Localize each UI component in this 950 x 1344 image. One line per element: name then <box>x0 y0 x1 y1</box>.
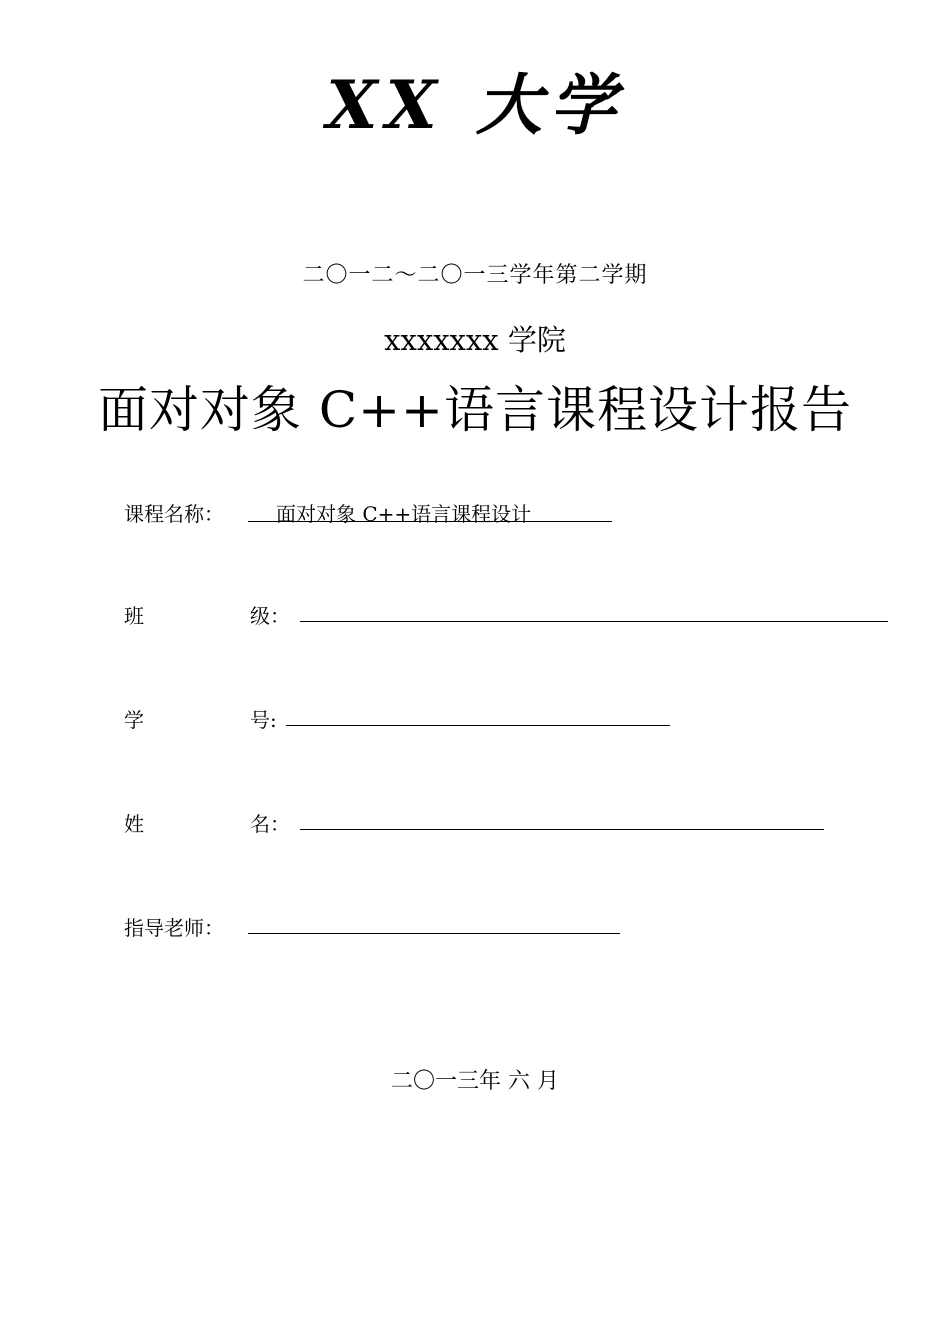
advisor-field-underline[interactable] <box>248 933 620 934</box>
name-label-right: 名： <box>250 812 290 836</box>
student-id-field-underline[interactable] <box>286 725 670 726</box>
class-field-underline[interactable] <box>300 621 888 622</box>
course-name-underline <box>248 521 612 522</box>
course-name-label: 课程名称： <box>124 502 224 526</box>
name-field-underline[interactable] <box>300 829 824 830</box>
class-label-left: 班 <box>124 604 144 628</box>
university-name: XX 大学 <box>326 66 624 144</box>
report-title: 面对对象 C++语言课程设计报告 <box>98 381 852 439</box>
report-date: 二〇一三年 六 月 <box>391 1069 559 1094</box>
college-name: xxxxxxx 学院 <box>384 323 566 357</box>
name-label-left: 姓 <box>124 812 144 836</box>
student-id-label-left: 学 <box>124 708 144 732</box>
course-name-value: 面对对象 C++语言课程设计 <box>276 502 532 526</box>
semester-text: 二〇一二～二〇一三学年第二学期 <box>302 263 648 288</box>
advisor-label: 指导老师： <box>124 916 224 940</box>
class-label-right: 级： <box>250 604 290 628</box>
student-id-label-right: 号: <box>250 708 277 732</box>
